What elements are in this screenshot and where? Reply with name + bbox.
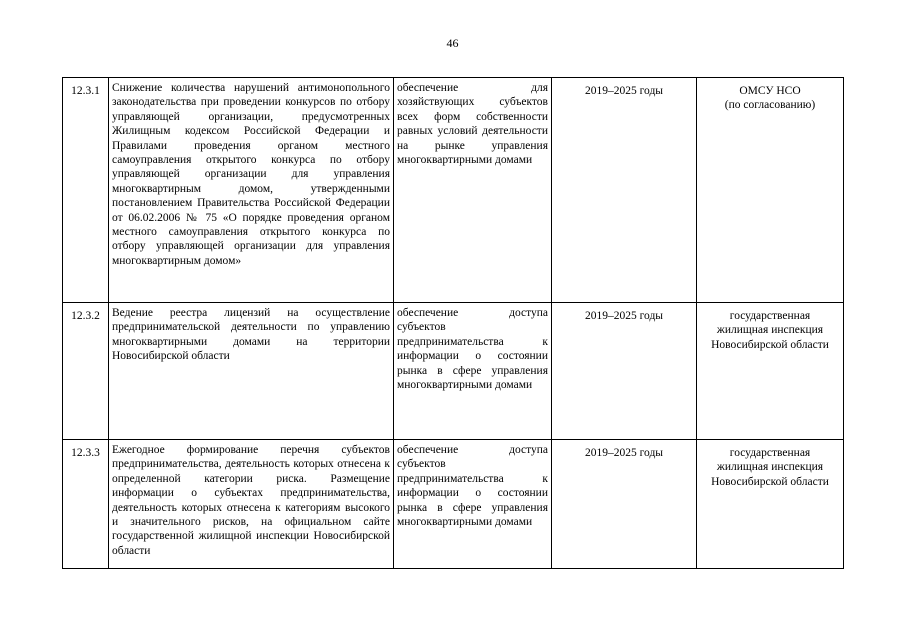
item-executor [697,440,844,569]
item-number: 12.3.1 [63,78,109,303]
executor-line: Новосибирской области [711,475,829,488]
table-row [63,440,844,569]
table-row [63,303,844,440]
executor-line: (по согласованию) [724,99,816,112]
executor-line: ОМСУ НСО [739,85,801,97]
item-number: 12.3.2 [63,303,109,440]
executor-line: жилищная инспекция [716,324,824,337]
item-number: 12.3.3 [63,440,109,569]
item-executor [697,78,844,303]
measures-table [62,77,844,569]
item-goal: обеспечение доступа субъектов предпринимательства к информации о состоянии рынка в сфере управления многоквартирными домами [394,440,552,569]
item-goal: обеспечение доступа субъектов предпринимательства к информации о состоянии рынка в сфере управления многоквартирными домами [394,303,552,440]
item-period: 2019–2025 годы [552,78,697,303]
executor-line: государственная [729,310,811,322]
item-description: Снижение количества нарушений антимонопольного законодательства при проведении конкурсов по отбору управляющей организации, предусмотренных Жилищным кодексом Российской Федерации и Правилами проведения органом местного самоуправления открытого конкурса по отбору управляющей организации для управления многоквартирным домом, утвержденными постановлением Правительства Российской Федерации от 06.02.2006 № 75 «О порядке проведения органом местного самоуправления открытого конкурса по отбору управляющей организации для управления многоквартирным домом» [109,78,394,303]
executor-line: Новосибирской области [711,338,829,351]
page-number: 46 [446,36,459,50]
item-period: 2019–2025 годы [552,440,697,569]
table-row [63,78,844,303]
item-description: Ведение реестра лицензий на осуществление предпринимательской деятельности по управлению многоквартирными домами на территории Новосибирской области [109,303,394,440]
item-goal: обеспечение для хозяйствующих субъектов всех форм собственности равных условий деятельности на рынке управления многоквартирными домами [394,78,552,303]
item-period: 2019–2025 годы [552,303,697,440]
item-description: Ежегодное формирование перечня субъектов предпринимательства, деятельность которых отнесена к определенной категории риска. Размещение информации о субъектах предпринимательства, деятельность которых отнесена к категориям высокого и значительного рисков, на официальном сайте государственной жилищной инспекции Новосибирской области [109,440,394,569]
item-executor [697,303,844,440]
executor-line: государственная [729,447,811,459]
executor-line: жилищная инспекция [716,461,824,474]
